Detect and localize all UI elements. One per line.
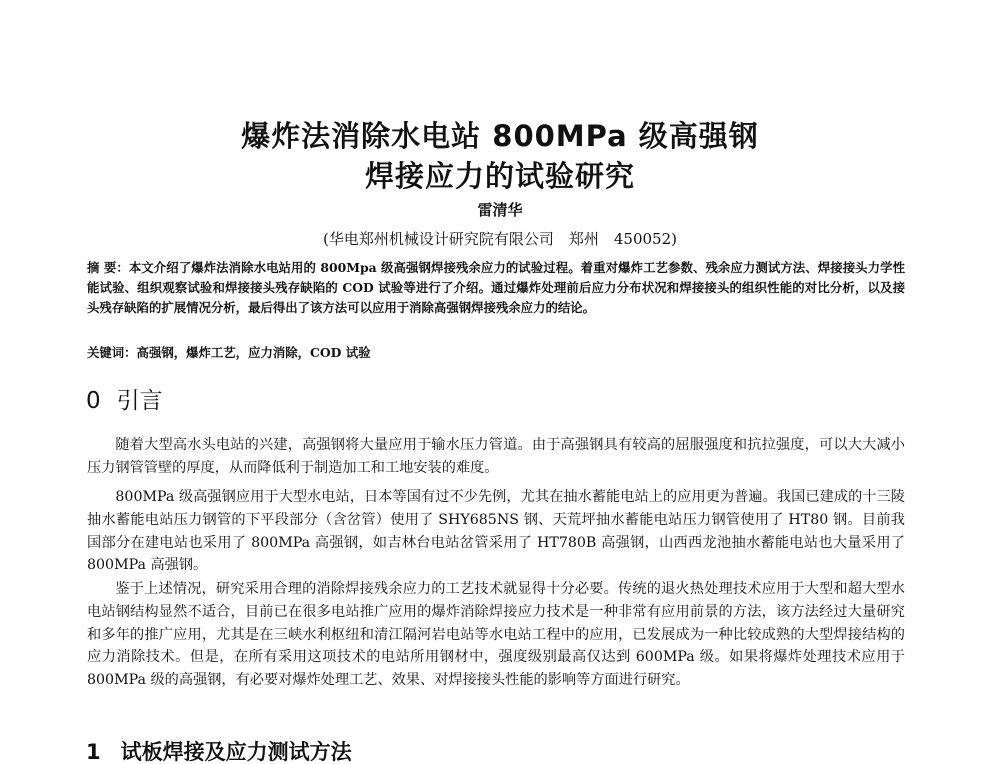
body-paragraph: 鉴于上述情况，研究采用合理的消除焊接残余应力的工艺技术就显得十分必要。传统的退火热处理技术应用于大型和超大型水电站钢结构显然不适合，目前已在很多电站推广应用的爆炸消除焊接应力技术是一种非常有应用前景的方法，该方法经过大量研究和多年的推广应用，尤其是在三峡水利枢纽和清江隔河岩电站等水电站工程中的应用，已发展成为一种比较成熟的大型焊接结构的应力消除技术。但是，在所有采用这项技术的电站所用钢材中，强度级别最高仅达到 600MPa 级。如果将爆炸处理技术应用于 800MPa 级的高强钢，有必要对爆炸处理工艺、效果、对焊接接头性能的影响等方面进行研究。 (87, 581, 905, 689)
title-line-1: 爆炸法消除水电站 800MPa 级高强钢 (241, 119, 759, 153)
affiliation: (华电郑州机械设计研究院有限公司 郑州 450052) (323, 230, 677, 248)
keywords: 关键词：高强钢，爆炸工艺，应力消除，COD 试验 (87, 345, 371, 360)
section-number: 1 (86, 740, 101, 764)
section-title: 引言 (116, 388, 163, 414)
abstract: 摘 要：本文介绍了爆炸法消除水电站用的 800Mpa 级高强钢焊接残余应力的试验过程。着重对爆炸工艺参数、残余应力测试方法、焊接接头力学性能试验、组织观察试验和焊接接头残存缺陷的 COD 试验等进行了介绍。通过爆炸处理前后应力分布状况和焊接接头的组织性能的对比分析，以及接头残存缺陷的扩展情况分析，最后得出了该方法可以应用于消除高强钢焊接残余应力的结论。 (87, 260, 905, 315)
title-line-2: 焊接应力的试验研究 (364, 159, 635, 193)
body-paragraph: 随着大型高水头电站的兴建，高强钢将大量应用于输水压力管道。由于高强钢具有较高的屈服强度和抗拉强度，可以大大减小压力钢管管壁的厚度，从而降低利于制造加工和工地安装的难度。 (87, 437, 905, 476)
section-title: 试板焊接及应力测试方法 (120, 740, 352, 764)
section-heading-0 (86, 390, 163, 413)
body-paragraph: 800MPa 级高强钢应用于大型水电站，日本等国有过不少先例，尤其在抽水蓄能电站上的应用更为普遍。我国已建成的十三陵抽水蓄能电站压力钢管的下平段部分（含岔管）使用了 SHY685NS 钢、天荒坪抽水蓄能电站压力钢管使用了 HT80 钢。目前我国部分在建电站也采用了 800MPa 高强钢，如吉林台电站岔管采用了 HT780B 高强钢，山西西龙池抽水蓄能电站也大量采用了 800MPa 高强钢。 (87, 489, 905, 574)
author: 雷清华 (477, 201, 523, 219)
section-number: 0 (86, 388, 101, 414)
